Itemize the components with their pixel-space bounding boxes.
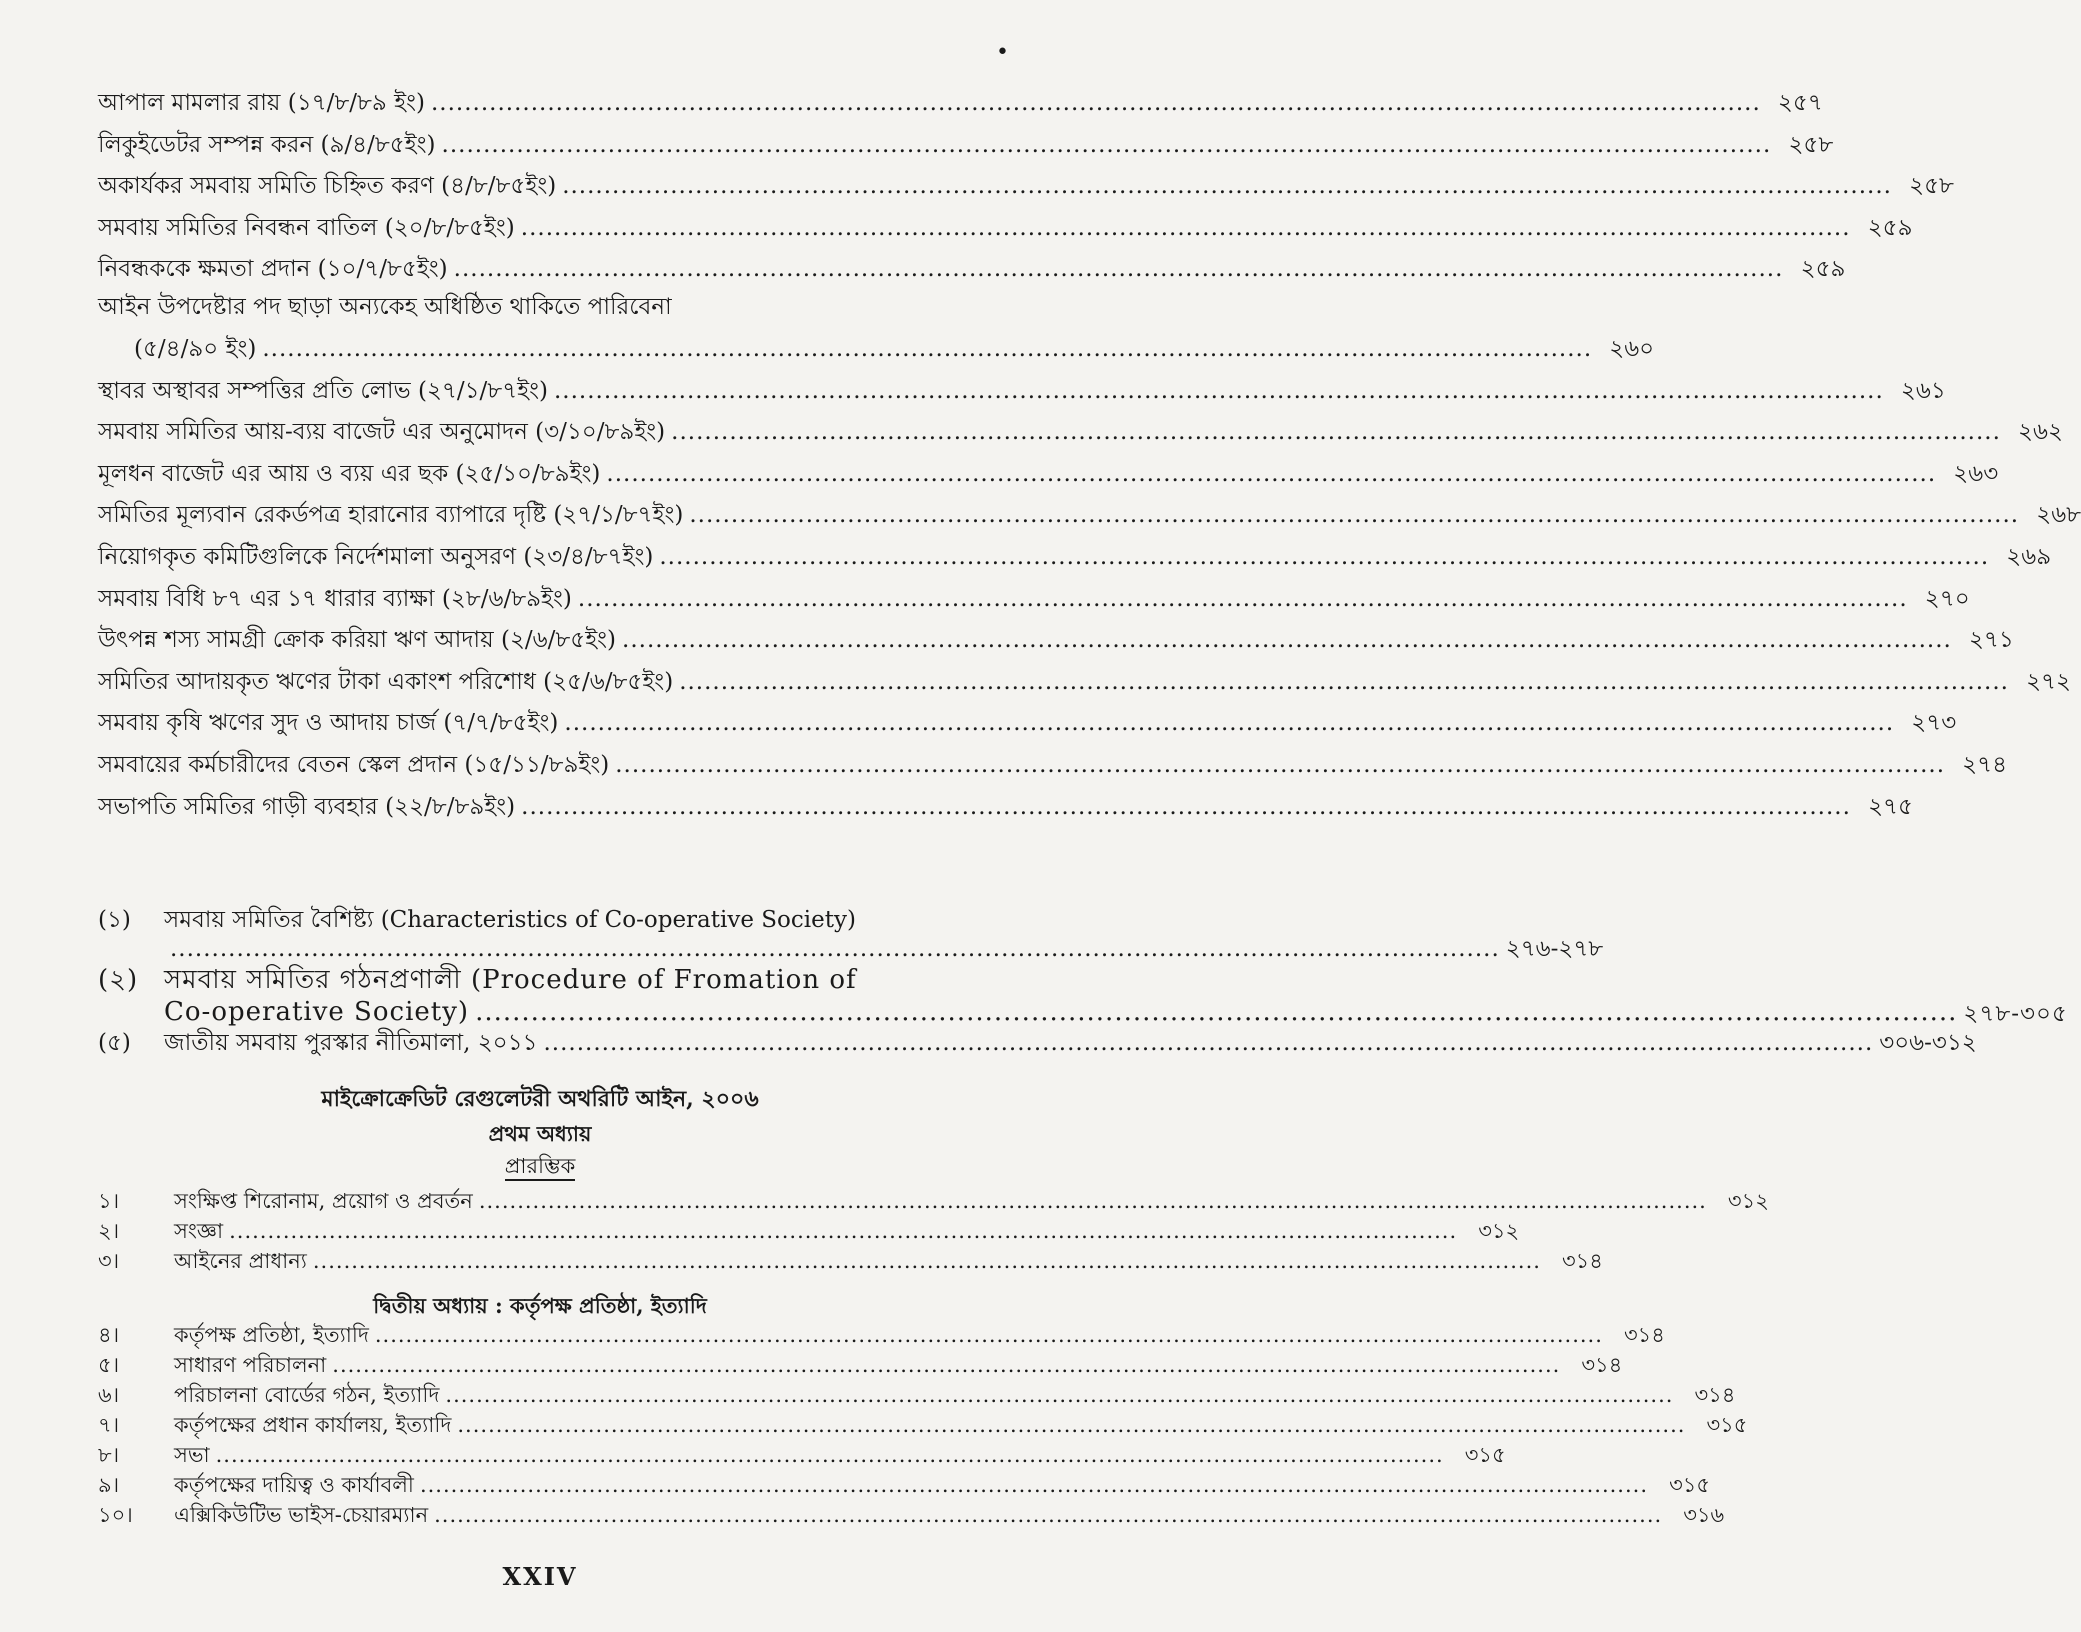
dot-leader <box>313 1249 1541 1274</box>
section-number: ২। <box>98 1218 120 1243</box>
section-number: ১। <box>98 1188 120 1213</box>
section-row <box>98 1408 1748 1438</box>
toc-chapter-2 <box>98 1318 1748 1528</box>
section-page: ৩১৪ <box>1562 1248 1603 1273</box>
chapter-subheading <box>0 1150 1080 1185</box>
entry-title: আপাল মামলার রায় (১৭/৮/৮৯ ইং) <box>98 90 425 116</box>
section-title: সংজ্ঞা <box>174 1218 224 1243</box>
toc-row <box>98 613 2014 655</box>
entry-page: ২৫৮ <box>1909 173 1954 200</box>
entry-page: ২৬৮ <box>2036 502 2081 529</box>
dot-leader <box>445 1383 1673 1408</box>
dot-leader <box>564 710 1894 738</box>
entry-title: অকার্যকর সমবায় সমিতি চিহ্নিত করণ (৪/৮/৮৫ইং) <box>98 173 557 200</box>
section-row <box>98 1438 1506 1468</box>
entry-page: ২৭৩ <box>1911 710 1957 737</box>
numbered-item <box>98 906 1604 964</box>
toc-row <box>98 201 1913 243</box>
dot-leader <box>442 132 1772 160</box>
section-page: ৩১৫ <box>1464 1442 1506 1467</box>
page-number-roman: XXIV <box>502 1562 578 1591</box>
section-number: ৩। <box>98 1248 120 1273</box>
chapter-subheading-text: প্রারম্ভিক <box>505 1154 576 1181</box>
dot-leader <box>659 544 1989 572</box>
entry-page: ২৭০ <box>1924 585 1970 612</box>
entry-page: ২৬৯ <box>2006 543 2052 570</box>
entry-title-line2: (৫/৪/৯০ ইং) <box>134 335 257 362</box>
toc-chapter-1 <box>98 1184 1769 1274</box>
section-number: ৭। <box>98 1412 120 1437</box>
section-row <box>98 1244 1603 1274</box>
dot-leader <box>434 1503 1662 1528</box>
section-title: কর্তৃপক্ষের প্রধান কার্যালয়, ইত্যাদি <box>174 1412 452 1437</box>
toc-row <box>98 572 1970 614</box>
dot-leader <box>454 256 1784 284</box>
item-title: সমবায় সমিতির বৈশিষ্ট্য (Characteristics of Co-operative Society) <box>164 907 856 933</box>
entry-page: ২৫৯ <box>1867 214 1913 241</box>
entry-title: সমবায় বিধি ৮৭ এর ১৭ ধারার ব্যাক্ষা (২৮/৬/৮৯ইং) <box>98 585 572 612</box>
chapter-heading: দ্বিতীয় অধ্যায় : কর্তৃপক্ষ প্রতিষ্ঠা, ইত্যাদি <box>373 1293 707 1318</box>
entry-title: নিবন্ধককে ক্ষমতা প্রদান (১০/৭/৮৫ইং) <box>98 256 448 283</box>
entry-title-line2-row <box>98 322 1655 364</box>
entry-title: সমবায় কৃষি ঋণের সুদ ও আদায় চার্জ (৭/৭/৮৫ইং) <box>98 710 559 737</box>
section-row <box>98 1348 1623 1378</box>
dot-leader <box>671 419 2001 447</box>
dot-leader <box>554 378 1884 406</box>
dot-leader <box>332 1353 1560 1378</box>
item-title: সমবায় সমিতির গঠনপ্রণালী (Procedure of Fromation of <box>164 964 857 995</box>
dot-leader <box>689 502 2019 530</box>
section-page: ৩১২ <box>1478 1218 1520 1243</box>
entry-title: সমবায়ের কর্মচারীদের বেতন স্কেল প্রদান (১৫/১১/৮৯ইং) <box>98 751 610 778</box>
dot-leader <box>521 794 1851 822</box>
item-title-cont: Co-operative Society) <box>164 997 470 1027</box>
section-title: সভা <box>174 1442 210 1467</box>
entry-title: লিকুইডেটর সম্পন্ন করন (৯/৪/৮৫ইং) <box>98 131 436 158</box>
section-page: ৩১২ <box>1727 1188 1769 1213</box>
toc-row <box>98 655 2071 697</box>
section-title: পরিচালনা বোর্ডের গঠন, ইত্যাদি <box>174 1382 440 1407</box>
item-page: ২৭৮-৩০৫ <box>1963 1000 2068 1027</box>
section-number: ৮। <box>98 1442 120 1467</box>
dot-leader <box>229 1219 1457 1244</box>
dot-leader <box>216 1443 1444 1468</box>
entry-title: সভাপতি সমিতির গাড়ী ব্যবহার (২২/৮/৮৯ইং) <box>98 793 516 820</box>
section-row <box>98 1318 1665 1348</box>
section-number: ৫। <box>98 1352 120 1377</box>
entry-page: ২৭৪ <box>1962 751 2008 778</box>
toc-row <box>98 118 1834 160</box>
dot-leader <box>479 1189 1707 1214</box>
toc-row <box>98 738 2008 780</box>
dot-leader <box>375 1323 1603 1348</box>
toc-row-wrapped <box>98 284 1655 364</box>
section-page: ৩১৬ <box>1683 1502 1725 1527</box>
item-page: ৩০৬-৩১২ <box>1879 1029 1977 1056</box>
dot-leader <box>262 336 1592 364</box>
toc-row <box>98 530 2052 572</box>
section-row <box>98 1214 1520 1244</box>
dot-leader <box>521 215 1851 243</box>
section-number: ৯। <box>98 1472 120 1497</box>
dot-leader <box>606 461 1936 489</box>
entry-page: ২৭৫ <box>1868 793 1913 820</box>
toc-row <box>98 405 2063 447</box>
toc-entries <box>98 76 2081 821</box>
entry-title: স্থাবর অস্থাবর সম্পত্তির প্রতি লোভ (২৭/১/৮৭ইং) <box>98 377 548 404</box>
section-page: ৩১৪ <box>1694 1382 1736 1407</box>
toc-row <box>98 488 2081 530</box>
entry-page: ২৫৯ <box>1800 256 1846 283</box>
section-page: ৩১৫ <box>1706 1412 1748 1437</box>
toc-row <box>98 76 1823 118</box>
dot-leader <box>170 935 1500 964</box>
item-number: (১) <box>98 907 131 933</box>
section-number: ৪। <box>98 1322 120 1347</box>
section-row <box>98 1184 1769 1214</box>
section-title: কর্তৃপক্ষের দায়িত্ব ও কার্যাবলী <box>174 1472 414 1497</box>
toc-row <box>98 242 1846 284</box>
section-title: কর্তৃপক্ষ প্রতিষ্ঠা, ইত্যাদি <box>174 1322 369 1347</box>
dot-leader <box>420 1473 1648 1498</box>
item-page: ২৭৬-২৭৮ <box>1505 935 1604 962</box>
dot-leader <box>679 669 2009 697</box>
toc-row <box>98 780 1913 822</box>
dot-leader <box>562 173 1892 201</box>
numbered-item <box>98 964 2068 1029</box>
toc-row <box>98 159 1954 201</box>
section-page: ৩১৫ <box>1669 1472 1710 1497</box>
section-row <box>98 1378 1736 1408</box>
item-title: জাতীয় সমবায় পুরস্কার নীতিমালা, ২০১১ <box>164 1029 538 1056</box>
section-page: ৩১৪ <box>1581 1352 1623 1377</box>
section-row <box>98 1498 1725 1528</box>
act-title: মাইক্রোক্রেডিট রেগুলেটরী অথরিটি আইন, ২০০৬ <box>321 1086 759 1112</box>
section-number: ১০। <box>98 1502 133 1527</box>
dot-leader <box>578 586 1908 614</box>
corner-mark: • <box>996 40 1009 65</box>
entry-page: ২৭১ <box>1968 627 2014 654</box>
entry-page: ২৬০ <box>1609 335 1655 362</box>
entry-page: ২৬২ <box>2018 419 2063 446</box>
section-title: সংক্ষিপ্ত শিরোনাম, প্রয়োগ ও প্রবর্তন <box>174 1188 473 1213</box>
entry-title: সমবায় সমিতির আয়-ব্যয় বাজেট এর অনুমোদন (৩/১০/৮৯ইং) <box>98 419 666 446</box>
entry-page: ২৬৩ <box>1953 460 1999 487</box>
toc-row <box>98 364 1946 406</box>
entry-title-line1: আইন উপদেষ্টার পদ ছাড়া অন্যকেহ অধিষ্ঠিত থাকিতে পারিবেনা <box>98 294 672 321</box>
entry-page: ২৫৭ <box>1777 90 1823 116</box>
item-number: (২) <box>98 964 139 995</box>
section-title: সাধারণ পরিচালনা <box>174 1352 327 1377</box>
item-number: (৫) <box>98 1029 131 1056</box>
section-title: আইনের প্রাধান্য <box>174 1248 307 1273</box>
toc-row <box>98 447 1999 489</box>
entry-title: মূলধন বাজেট এর আয় ও ব্যয় এর ছক (২৫/১০/৮৯ইং) <box>98 460 601 487</box>
entry-page: ২৭২ <box>2026 668 2071 695</box>
entry-title: নিয়োগকৃত কমিটিগুলিকে নির্দেশমালা অনুসরণ (২৩/৪/৮৭ইং) <box>98 543 654 570</box>
entry-title: সমিতির মূল্যবান রেকর্ডপত্র হারানোর ব্যাপারে দৃষ্টি (২৭/১/৮৭ইং) <box>98 502 684 529</box>
section-page: ৩১৪ <box>1623 1322 1665 1347</box>
dot-leader <box>475 996 1957 1029</box>
entry-title: সমবায় সমিতির নিবন্ধন বাতিল (২০/৮/৮৫ইং) <box>98 214 515 241</box>
section-row <box>98 1468 1710 1498</box>
numbered-item <box>98 1029 1977 1058</box>
toc-row <box>98 696 1957 738</box>
dot-leader <box>615 752 1945 780</box>
chapter-heading: প্রথম অধ্যায় <box>488 1121 592 1146</box>
entry-page: ২৫৮ <box>1788 131 1834 158</box>
entry-page: ২৬১ <box>1900 377 1946 404</box>
dot-leader <box>543 1029 1873 1058</box>
dot-leader <box>457 1413 1685 1438</box>
dot-leader <box>431 90 1761 118</box>
section-number: ৬। <box>98 1382 120 1407</box>
entry-title: সমিতির আদায়কৃত ঋণের টাকা একাংশ পরিশোধ (২৫/৬/৮৫ইং) <box>98 668 674 695</box>
entry-title: উৎপন্ন শস্য সামগ্রী ক্রোক করিয়া ঋণ আদায় (২/৬/৮৫ইং) <box>98 627 617 654</box>
dot-leader <box>622 627 1952 655</box>
section-title: এক্সিকিউটিভ ভাইস-চেয়ারম্যান <box>174 1502 429 1527</box>
numbered-entries <box>98 906 2068 1057</box>
